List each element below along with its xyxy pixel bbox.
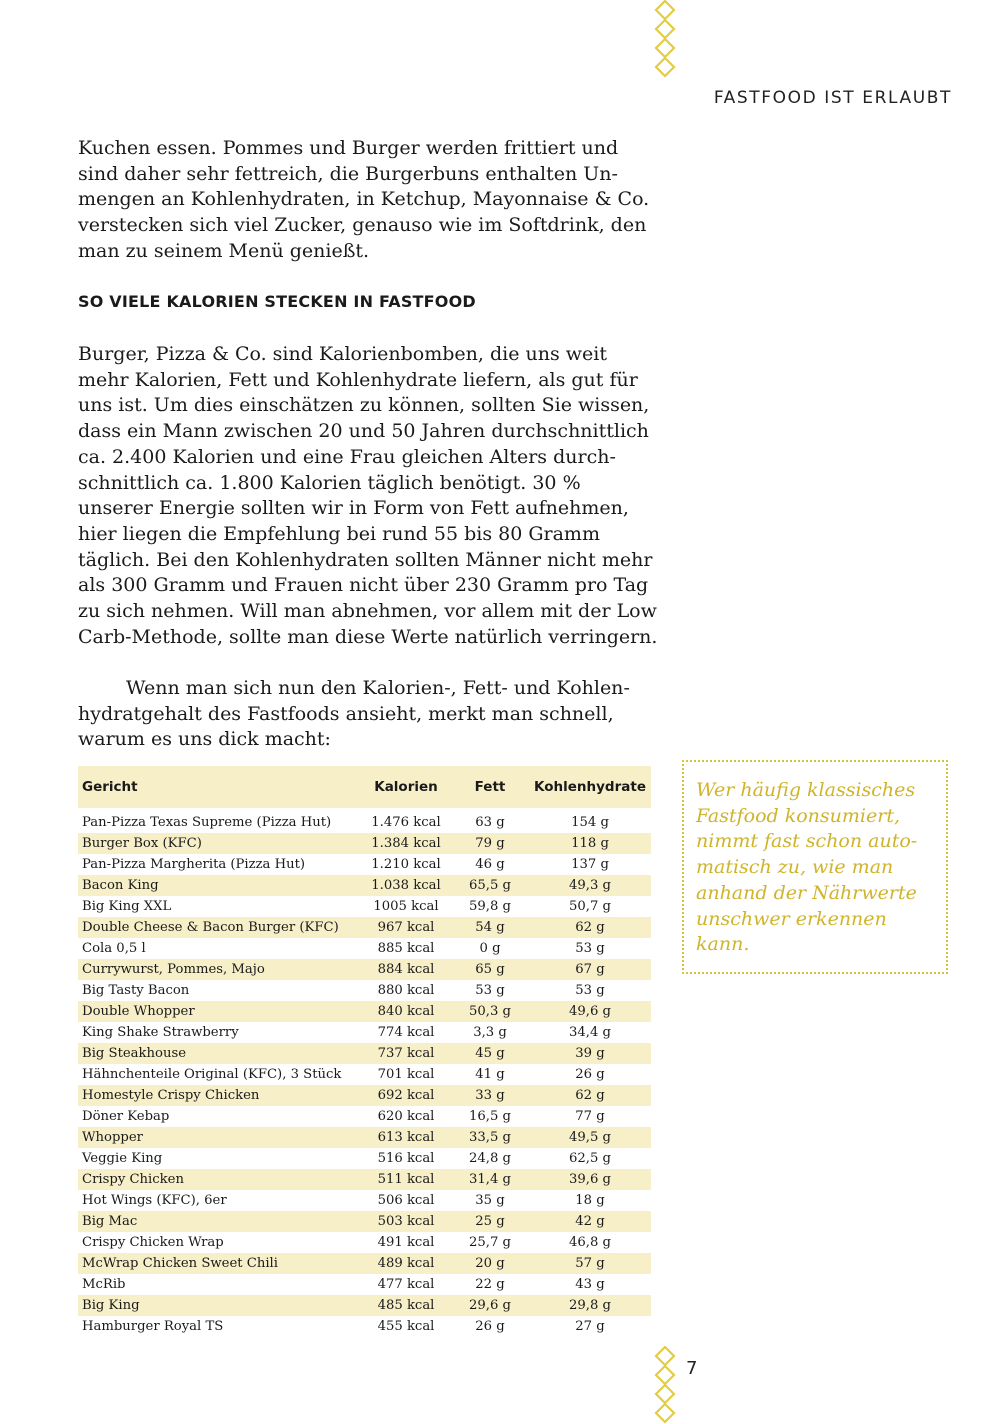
table-row (78, 854, 651, 875)
column-header-dish: Gericht (78, 766, 361, 810)
cell-calories: 1.476 kcal (371, 815, 441, 830)
cell-carbs: 49,3 g (529, 875, 651, 896)
cell-dish: McRib (82, 1277, 126, 1292)
cell-fat: 33,5 g (451, 1127, 529, 1148)
table-row (78, 1274, 651, 1295)
cell-fat: 22 g (475, 1277, 505, 1292)
cell-dish: Cola 0,5 l (82, 941, 146, 956)
cell-fat: 20 g (451, 1253, 529, 1274)
cell-calories: 489 kcal (361, 1253, 451, 1274)
cell-fat: 3,3 g (473, 1025, 507, 1040)
table-row (78, 896, 651, 917)
table-row (78, 875, 651, 896)
column-header-calories: Kalorien (361, 766, 451, 810)
cell-calories: 1005 kcal (373, 899, 439, 914)
cell-fat: 0 g (479, 941, 501, 956)
cell-calories: 1.038 kcal (361, 875, 451, 896)
cell-dish: McWrap Chicken Sweet Chili (78, 1253, 361, 1274)
cell-carbs: 18 g (575, 1193, 605, 1208)
body-paragraph-2: Burger, Pizza & Co. sind Kalorienbomben, die uns weit mehr Kalorien, Fett und Kohlenhydrate liefern, als gut für uns ist. Um dies einschätzen zu können, sollten Sie wissen, dass ein Mann zwischen 20 und 50 Jahren durchschnittlich ca. 2.400 Kalorien und eine Frau gleichen Alters durchschnittlich ca. 1.800 Kalorien täglich benötigt. 30 % unserer Energie sollten wir in Form von Fett aufnehmen, hier liegen die Empfehlung bei rund 55 bis 80 Gramm täglich. Bei den Kohlenhydraten sollten Männer nicht mehr als 300 Gramm und Frauen nicht über 230 Gramm pro Tag zu sich nehmen. Will man abnehmen, vor allem mit der Low Carb-Methode, sollte man diese Werte natürlich verringern. (78, 343, 658, 648)
cell-carbs: 43 g (575, 1277, 605, 1292)
table-row (78, 980, 651, 1001)
table-row (78, 938, 651, 959)
cell-fat: 54 g (451, 917, 529, 938)
cell-fat: 29,6 g (451, 1295, 529, 1316)
cell-dish: Homestyle Crispy Chicken (78, 1085, 361, 1106)
cell-carbs: 49,6 g (529, 1001, 651, 1022)
cell-fat: 53 g (475, 983, 505, 998)
table-row (78, 1253, 651, 1274)
cell-dish: Burger Box (KFC) (78, 833, 361, 854)
body-paragraph-1: Kuchen essen. Pommes und Burger werden frittiert und sind daher sehr fettreich, die Burgerbuns enthalten Unmengen an Kohlenhydraten, in Ketchup, Mayonnaise & Co. verstecken sich viel Zucker, genauso wie im Softdrink, den man zu seinem Menü genießt. (78, 137, 650, 262)
table-row (78, 1064, 651, 1085)
cell-fat: 63 g (475, 815, 505, 830)
cell-fat: 26 g (475, 1319, 505, 1334)
cell-calories: 516 kcal (377, 1151, 435, 1166)
cell-calories: 503 kcal (361, 1211, 451, 1232)
cell-fat: 31,4 g (451, 1169, 529, 1190)
table-row (78, 959, 651, 980)
cell-dish: Big King XXL (82, 899, 172, 914)
table-row (78, 1148, 651, 1169)
cell-calories: 884 kcal (361, 959, 451, 980)
cell-calories: 613 kcal (361, 1127, 451, 1148)
cell-fat: 59,8 g (469, 899, 511, 914)
cell-fat: 65 g (451, 959, 529, 980)
cell-fat: 41 g (475, 1067, 505, 1082)
page-number: 7 (686, 1358, 698, 1379)
callout-text: Wer häufig klassisches Fastfood konsumiert, nimmt fast schon automatisch zu, wie man anhand der Nährwerte unschwer erkennen kann. (696, 779, 918, 956)
cell-carbs: 39 g (529, 1043, 651, 1064)
cell-carbs: 53 g (575, 941, 605, 956)
cell-fat: 24,8 g (469, 1151, 511, 1166)
cell-calories: 967 kcal (361, 917, 451, 938)
body-paragraph-3: Wenn man sich nun den Kalorien-, Fett- und Kohlenhydratgehalt des Fastfoods ansieht, merkt man schnell, warum es uns dick macht: (78, 677, 630, 751)
cell-calories: 701 kcal (377, 1067, 435, 1082)
cell-dish: Hähnchenteile Original (KFC), 3 Stück (82, 1067, 342, 1082)
cell-carbs: 53 g (575, 983, 605, 998)
table-row (78, 1043, 651, 1064)
cell-dish: Big Mac (78, 1211, 361, 1232)
cell-calories: 692 kcal (361, 1085, 451, 1106)
cell-carbs: 42 g (529, 1211, 651, 1232)
table-row (78, 1316, 651, 1337)
cell-carbs: 62 g (529, 917, 651, 938)
cell-carbs: 49,5 g (529, 1127, 651, 1148)
cell-dish: Big Tasty Bacon (82, 983, 190, 998)
table-row (78, 833, 651, 854)
cell-fat: 25,7 g (469, 1235, 511, 1250)
cell-calories: 620 kcal (377, 1109, 435, 1124)
cell-calories: 511 kcal (361, 1169, 451, 1190)
cell-dish: Double Cheese & Bacon Burger (KFC) (78, 917, 361, 938)
table-row (78, 1190, 651, 1211)
cell-carbs: 34,4 g (569, 1025, 611, 1040)
cell-dish: Crispy Chicken (78, 1169, 361, 1190)
cell-carbs: 57 g (529, 1253, 651, 1274)
cell-carbs: 39,6 g (529, 1169, 651, 1190)
table-body (78, 810, 651, 1337)
table-row (78, 1295, 651, 1316)
cell-dish: Döner Kebap (82, 1109, 170, 1124)
cell-dish: Double Whopper (78, 1001, 361, 1022)
nutrition-table (78, 766, 651, 1337)
cell-dish: Whopper (78, 1127, 361, 1148)
running-header: FASTFOOD IST ERLAUBT (713, 88, 952, 108)
cell-dish: Hot Wings (KFC), 6er (82, 1193, 227, 1208)
section-heading: SO VIELE KALORIEN STECKEN IN FASTFOOD (78, 292, 476, 311)
cell-dish: King Shake Strawberry (82, 1025, 239, 1040)
cell-calories: 506 kcal (377, 1193, 435, 1208)
cell-fat: 16,5 g (469, 1109, 511, 1124)
cell-calories: 840 kcal (361, 1001, 451, 1022)
cell-dish: Big Steakhouse (78, 1043, 361, 1064)
table-row (78, 1127, 651, 1148)
cell-dish: Currywurst, Pommes, Majo (78, 959, 361, 980)
table-row (78, 917, 651, 938)
table-row (78, 810, 651, 833)
cell-carbs: 118 g (529, 833, 651, 854)
cell-fat: 79 g (451, 833, 529, 854)
cell-dish: Veggie King (82, 1151, 163, 1166)
cell-dish: Bacon King (78, 875, 361, 896)
cell-fat: 65,5 g (451, 875, 529, 896)
cell-calories: 455 kcal (377, 1319, 435, 1334)
cell-dish: Hamburger Royal TS (82, 1319, 224, 1334)
cell-fat: 35 g (475, 1193, 505, 1208)
cell-calories: 485 kcal (361, 1295, 451, 1316)
cell-carbs: 77 g (575, 1109, 605, 1124)
cell-fat: 33 g (451, 1085, 529, 1106)
table-row (78, 1022, 651, 1043)
cell-fat: 45 g (451, 1043, 529, 1064)
table-header-row (78, 766, 651, 810)
cell-calories: 1.210 kcal (371, 857, 441, 872)
cell-calories: 885 kcal (377, 941, 435, 956)
table-row (78, 1169, 651, 1190)
column-header-carbs: Kohlenhydrate (529, 766, 651, 810)
diamond-ornament-bottom (654, 1346, 676, 1424)
table-row (78, 1085, 651, 1106)
cell-calories: 1.384 kcal (361, 833, 451, 854)
callout-box (682, 760, 948, 974)
cell-carbs: 29,8 g (529, 1295, 651, 1316)
cell-dish: Crispy Chicken Wrap (82, 1235, 224, 1250)
cell-carbs: 62,5 g (569, 1151, 611, 1166)
cell-carbs: 50,7 g (569, 899, 611, 914)
table-row (78, 1211, 651, 1232)
cell-calories: 491 kcal (377, 1235, 435, 1250)
cell-calories: 774 kcal (377, 1025, 435, 1040)
diamond-ornament-top (654, 0, 676, 80)
table-row (78, 1232, 651, 1253)
cell-calories: 880 kcal (377, 983, 435, 998)
cell-carbs: 62 g (529, 1085, 651, 1106)
cell-fat: 25 g (451, 1211, 529, 1232)
cell-carbs: 26 g (575, 1067, 605, 1082)
cell-carbs: 46,8 g (569, 1235, 611, 1250)
cell-carbs: 27 g (575, 1319, 605, 1334)
cell-dish: Pan-Pizza Margherita (Pizza Hut) (82, 857, 306, 872)
cell-calories: 737 kcal (361, 1043, 451, 1064)
column-header-fat: Fett (451, 766, 529, 810)
cell-carbs: 67 g (529, 959, 651, 980)
cell-dish: Pan-Pizza Texas Supreme (Pizza Hut) (82, 815, 332, 830)
cell-calories: 477 kcal (377, 1277, 435, 1292)
cell-dish: Big King (78, 1295, 361, 1316)
cell-fat: 46 g (475, 857, 505, 872)
cell-fat: 50,3 g (451, 1001, 529, 1022)
cell-carbs: 137 g (571, 857, 609, 872)
table-row (78, 1106, 651, 1127)
cell-carbs: 154 g (571, 815, 609, 830)
table-row (78, 1001, 651, 1022)
